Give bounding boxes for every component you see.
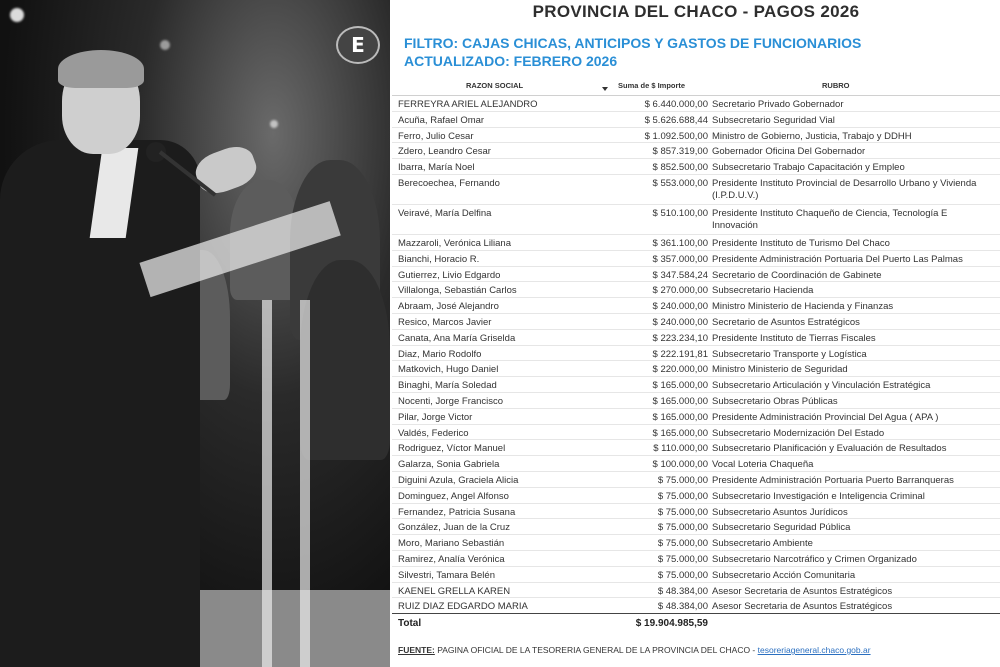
- table-row: [392, 361, 1000, 377]
- importe-cell: $ 223.234,10: [652, 332, 708, 344]
- importe-cell: $ 270.000,00: [652, 285, 708, 297]
- rubro-cell: Subsecretario Seguridad Vial: [712, 114, 835, 126]
- light-bokeh: [160, 40, 170, 50]
- razon-social-cell: Bianchi, Horacio R.: [398, 253, 480, 265]
- rubro-cell: Ministro Ministerio de Seguridad: [712, 364, 848, 376]
- table-row: [392, 551, 1000, 567]
- table-row: [392, 377, 1000, 393]
- importe-cell: $ 857.319,00: [652, 146, 708, 158]
- rubro-cell: Ministro de Gobierno, Justicia, Trabajo y DDHH: [712, 130, 912, 142]
- importe-cell: $ 1.092.500,00: [644, 130, 708, 142]
- rubro-cell: Presidente Instituto Provincial de Desarrollo Urbano y Vivienda (I.P.D.U.V.): [712, 177, 977, 201]
- table-row: [392, 346, 1000, 362]
- razon-social-cell: Zdero, Leandro Cesar: [398, 146, 491, 158]
- razon-social-cell: RUIZ DIAZ EDGARDO MARIA: [398, 601, 528, 613]
- importe-cell: $ 347.584,24: [652, 269, 708, 281]
- total-value: $ 19.904.985,59: [635, 618, 708, 629]
- razon-social-cell: Silvestri, Tamara Belén: [398, 569, 495, 581]
- table-row: [392, 159, 1000, 175]
- rubro-cell: Subsecretario Transporte y Logística: [712, 348, 867, 360]
- table-row: [392, 504, 1000, 520]
- table-row: [392, 330, 1000, 346]
- table-row: [392, 409, 1000, 425]
- column-header-razon: RAZON SOCIAL: [466, 81, 524, 90]
- importe-cell: $ 553.000,00: [652, 177, 708, 189]
- importe-cell: $ 75.000,00: [657, 490, 708, 502]
- table-row: [392, 456, 1000, 472]
- table-row: [392, 598, 1000, 614]
- razon-social-cell: Binaghi, María Soledad: [398, 380, 497, 392]
- table-row: [392, 314, 1000, 330]
- importe-cell: $ 240.000,00: [652, 301, 708, 313]
- table-row: [392, 488, 1000, 504]
- importe-cell: $ 240.000,00: [652, 316, 708, 328]
- razon-social-cell: Veiravé, María Delfina: [398, 207, 492, 219]
- table-body: [392, 96, 1000, 614]
- table-total-row: [392, 613, 1000, 632]
- importe-cell: $ 48.384,00: [657, 585, 708, 597]
- light-bokeh: [270, 120, 278, 128]
- razon-social-cell: Gutierrez, Livio Edgardo: [398, 269, 501, 281]
- rubro-cell: Subsecretario Ambiente: [712, 538, 813, 550]
- rubro-cell: Subsecretario Asuntos Jurídicos: [712, 506, 848, 518]
- importe-cell: $ 510.100,00: [652, 207, 708, 219]
- source-label: FUENTE:: [398, 645, 435, 655]
- speaker-photo: [0, 0, 390, 667]
- table-row: [392, 175, 1000, 205]
- importe-cell: $ 75.000,00: [657, 474, 708, 486]
- rubro-cell: Gobernador Oficina Del Gobernador: [712, 146, 866, 158]
- importe-cell: $ 165.000,00: [652, 427, 708, 439]
- column-header-importe: Suma de $ Importe: [618, 81, 686, 90]
- table-row: [392, 251, 1000, 267]
- razon-social-cell: KAENEL GRELLA KAREN: [398, 585, 511, 597]
- table-row: [392, 440, 1000, 456]
- speaker-hair: [58, 50, 144, 88]
- payments-document: [392, 0, 1000, 667]
- column-header-rubro: RUBRO: [822, 81, 850, 90]
- rubro-cell: Subsecretario Planificación y Evaluación de Resultados: [712, 443, 947, 455]
- rubro-cell: Asesor Secretaria de Asuntos Estratégicos: [712, 601, 893, 613]
- rubro-cell: Secretario de Asuntos Estratégicos: [712, 316, 860, 328]
- razon-social-cell: Nocenti, Jorge Francisco: [398, 395, 504, 407]
- razon-social-cell: Berecoechea, Fernando: [398, 177, 500, 189]
- razon-social-cell: Resico, Marcos Javier: [398, 316, 492, 328]
- importe-cell: $ 852.500,00: [652, 162, 708, 174]
- importe-cell: $ 75.000,00: [657, 522, 708, 534]
- table-row: [392, 298, 1000, 314]
- importe-cell: $ 75.000,00: [657, 553, 708, 565]
- rubro-cell: Subsecretario Narcotráfico y Crimen Organizado: [712, 553, 917, 565]
- rubro-cell: Subsecretario Trabajo Capacitación y Empleo: [712, 162, 905, 174]
- rubro-cell: Subsecretario Acción Comunitaria: [712, 569, 856, 581]
- rubro-cell: Vocal Loteria Chaqueña: [712, 459, 814, 471]
- rubro-cell: Presidente Instituto Chaqueño de Ciencia, Tecnología E Innovación: [712, 207, 948, 231]
- razon-social-cell: Moro, Mariano Sebastián: [398, 538, 505, 550]
- importe-cell: $ 357.000,00: [652, 253, 708, 265]
- brand-logo: E: [336, 26, 380, 64]
- document-title: PROVINCIA DEL CHACO - PAGOS 2026: [532, 2, 860, 21]
- importe-cell: $ 75.000,00: [657, 569, 708, 581]
- rubro-cell: Subsecretario Obras Públicas: [712, 395, 838, 407]
- table-row: [392, 282, 1000, 298]
- rubro-cell: Presidente Instituto de Turismo Del Chaco: [712, 237, 890, 249]
- importe-cell: $ 165.000,00: [652, 411, 708, 423]
- razon-social-cell: Ramirez, Analía Verónica: [398, 553, 505, 565]
- rubro-cell: Subsecretario Articulación y Vinculación Estratégica: [712, 380, 931, 392]
- razon-social-cell: Villalonga, Sebastián Carlos: [398, 285, 517, 297]
- table-row: [392, 205, 1000, 235]
- table-row: [392, 393, 1000, 409]
- source-link[interactable]: tesoreriageneral.chaco.gob.ar: [757, 645, 871, 655]
- importe-cell: $ 222.191,81: [652, 348, 708, 360]
- sort-down-icon: [602, 87, 608, 91]
- importe-cell: $ 220.000,00: [652, 364, 708, 376]
- importe-cell: $ 6.440.000,00: [644, 99, 708, 110]
- podium-leg: [300, 300, 310, 667]
- importe-cell: $ 361.100,00: [652, 237, 708, 249]
- razon-social-cell: Valdés, Federico: [398, 427, 469, 439]
- razon-social-cell: Canata, Ana María Griselda: [398, 332, 516, 344]
- importe-cell: $ 110.000,00: [653, 443, 708, 455]
- table-row: [392, 472, 1000, 488]
- importe-cell: $ 165.000,00: [652, 395, 708, 407]
- rubro-cell: Subsecretario Hacienda: [712, 285, 814, 297]
- razon-social-cell: Abraam, José Alejandro: [398, 301, 499, 313]
- razon-social-cell: Mazzaroli, Verónica Liliana: [398, 237, 512, 249]
- razon-social-cell: Acuña, Rafael Omar: [398, 114, 485, 126]
- razon-social-cell: FERREYRA ARIEL ALEJANDRO: [398, 99, 538, 110]
- table-row: [392, 267, 1000, 283]
- importe-cell: $ 100.000,00: [652, 459, 708, 471]
- importe-cell: $ 165.000,00: [652, 380, 708, 392]
- table-row: [392, 235, 1000, 251]
- rubro-cell: Subsecretario Modernización Del Estado: [712, 427, 885, 439]
- razon-social-cell: Diguini Azula, Graciela Alicia: [398, 474, 519, 486]
- razon-social-cell: Dominguez, Angel Alfonso: [398, 490, 509, 502]
- importe-cell: $ 5.626.688,44: [644, 114, 708, 126]
- razon-social-cell: Galarza, Sonia Gabriela: [398, 459, 500, 471]
- podium-leg: [262, 300, 272, 667]
- table-row: [392, 583, 1000, 599]
- rubro-cell: Presidente Administración Portuaria Puerto Barranqueras: [712, 474, 954, 486]
- table-row: [392, 128, 1000, 144]
- table-row: [392, 96, 1000, 112]
- table-row: [392, 535, 1000, 551]
- total-label: Total: [398, 618, 422, 629]
- razon-social-cell: Ibarra, María Noel: [398, 162, 475, 174]
- rubro-cell: Presidente Administración Portuaria Del Puerto Las Palmas: [712, 253, 963, 265]
- importe-cell: $ 48.384,00: [657, 601, 708, 613]
- rubro-cell: Secretario Privado Gobernador: [712, 99, 844, 110]
- source-text: PAGINA OFICIAL DE LA TESORERIA GENERAL DE LA PROVINCIA DEL CHACO -: [434, 645, 758, 655]
- rubro-cell: Ministro Ministerio de Hacienda y Finanzas: [712, 301, 894, 313]
- table-row: [392, 519, 1000, 535]
- table-row: [392, 143, 1000, 159]
- filter-line: FILTRO: CAJAS CHICAS, ANTICIPOS Y GASTOS DE FUNCIONARIOS: [404, 35, 862, 51]
- filter-caption: [404, 34, 861, 70]
- rubro-cell: Presidente Administración Provincial Del Agua ( APA ): [712, 411, 939, 423]
- razon-social-cell: Pilar, Jorge Victor: [398, 411, 473, 423]
- table-header: [392, 77, 1000, 96]
- rubro-cell: Secretario de Coordinación de Gabinete: [712, 269, 882, 281]
- rubro-cell: Subsecretario Seguridad Pública: [712, 522, 851, 534]
- light-bokeh: [10, 8, 24, 22]
- rubro-cell: Presidente Instituto de Tierras Fiscales: [712, 332, 876, 344]
- crowd-figure: [300, 260, 390, 460]
- razon-social-cell: Ferro, Julio Cesar: [398, 130, 474, 142]
- razon-social-cell: González, Juan de la Cruz: [398, 522, 510, 534]
- razon-social-cell: Fernandez, Patricia Susana: [398, 506, 516, 518]
- importe-cell: $ 75.000,00: [657, 538, 708, 550]
- table-row: [392, 567, 1000, 583]
- razon-social-cell: Matkovich, Hugo Daniel: [398, 364, 499, 376]
- table-row: [392, 425, 1000, 441]
- rubro-cell: Asesor Secretaria de Asuntos Estratégicos: [712, 585, 893, 597]
- table-row: [392, 112, 1000, 128]
- razon-social-cell: Rodriguez, Víctor Manuel: [398, 443, 506, 455]
- importe-cell: $ 75.000,00: [657, 506, 708, 518]
- razon-social-cell: Diaz, Mario Rodolfo: [398, 348, 482, 360]
- rubro-cell: Subsecretario Investigación e Inteligencia Criminal: [712, 490, 925, 502]
- updated-line: ACTUALIZADO: FEBRERO 2026: [404, 53, 618, 69]
- source-note: [398, 645, 871, 655]
